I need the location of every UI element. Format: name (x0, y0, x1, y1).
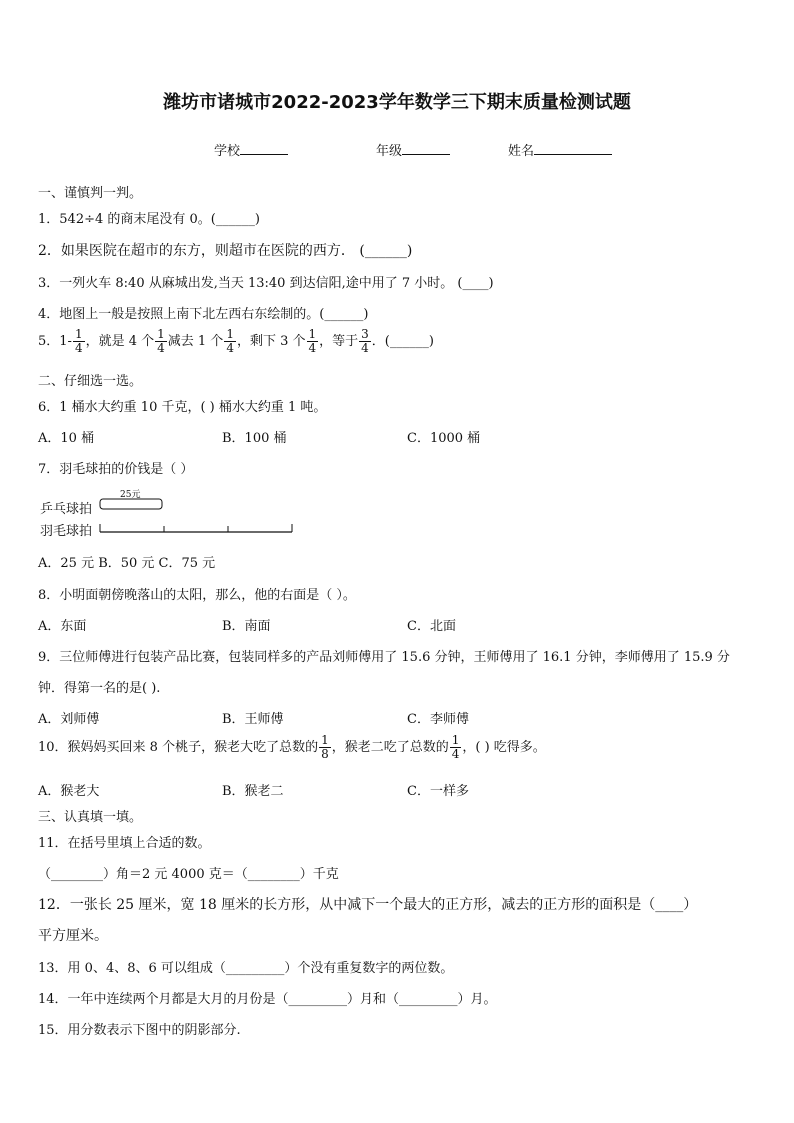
question-7: 7．羽毛球拍的价钱是（ ） (38, 462, 194, 477)
question-10: 10．猴妈妈买回来 8 个桃子，猴老大吃了总数的 $\frac{1}{8}$ ，猴老二吃了总数的 $\frac{1}{4}$ ，( ) 吃得多。 (38, 733, 546, 761)
question-12-line1: 12．一张长 25 厘米，宽 18 厘米的长方形，从中减下一个最大的正方形，减去的正方形的面积是（____） (38, 897, 698, 913)
question-1: 1．542÷4 的商末尾没有 0。(______) (38, 212, 260, 227)
q10-option-b[interactable]: B．猴老二 (222, 784, 284, 799)
q6-option-b[interactable]: B．100 桶 (222, 431, 287, 446)
q9-option-b[interactable]: B．王师傅 (222, 712, 284, 727)
question-13: 13．用 0、4、8、6 可以组成（_________）个没有重复数字的两位数。 (38, 961, 454, 976)
q6-option-c[interactable]: C．1000 桶 (407, 431, 481, 446)
section-2-heading: 二、仔细选一选。 (38, 374, 143, 389)
question-11: 11．在括号里填上合适的数。 (38, 836, 211, 851)
fraction-three-quarters: $\frac{3}{4}$ (361, 327, 369, 355)
question-6: 6．1 桶水大约重 10 千克，( ) 桶水大约重 1 吨。 (38, 400, 327, 415)
school-blank[interactable] (240, 142, 288, 155)
q10-option-c[interactable]: C．一样多 (407, 784, 469, 799)
q7-options[interactable]: A．25 元 B．50 元 C．75 元 (38, 556, 216, 571)
q9-option-a[interactable]: A．刘师傅 (38, 712, 100, 727)
question-9-line1: 9．三位师傅进行包装产品比赛，包装同样多的产品刘师傅用了 15.6 分钟，王师傅用了 16.1 分钟，李师傅用了 15.9 分 (38, 650, 730, 665)
question-15: 15．用分数表示下图中的阴影部分. (38, 1023, 241, 1038)
q10-option-a[interactable]: A．猴老大 (38, 784, 100, 799)
section-1-heading: 一、谨慎判一判。 (38, 186, 143, 201)
fraction-one-quarter: $\frac{1}{4}$ (451, 733, 460, 761)
question-12-line2: 平方厘米。 (38, 928, 108, 944)
fraction-one-quarter: $\frac{1}{4}$ (157, 327, 165, 355)
q8-option-c[interactable]: C．北面 (407, 619, 456, 634)
fraction-one-quarter: $\frac{1}{4}$ (226, 327, 234, 355)
question-8: 8．小明面朝傍晚落山的太阳，那么，他的右面是（ ）。 (38, 588, 356, 603)
fraction-one-eighth: $\frac{1}{8}$ (321, 733, 329, 761)
name-field[interactable]: 姓名 (508, 140, 612, 159)
q8-option-a[interactable]: A．东面 (38, 619, 87, 634)
school-field[interactable]: 学校 (214, 140, 288, 159)
fraction-one-quarter: $\frac{1}{4}$ (308, 327, 317, 355)
grade-field[interactable]: 年级 (376, 140, 450, 159)
label-pingpong: 乒乓球拍 (40, 502, 93, 517)
fraction-one-quarter: $\frac{1}{4}$ (74, 327, 83, 355)
q9-option-c[interactable]: C．李师傅 (407, 712, 469, 727)
question-2: 2．如果医院在超市的东方，则超市在医院的西方． (______) (38, 243, 413, 259)
name-blank[interactable] (534, 142, 612, 155)
question-9-line2: 钟．得第一名的是( ). (38, 681, 161, 696)
question-11-blanks[interactable]: （________）角＝2 元 4000 克＝（________）千克 (38, 867, 339, 882)
price-label: 25元 (120, 490, 141, 500)
q8-option-b[interactable]: B．南面 (222, 619, 271, 634)
question-14: 14．一年中连续两个月都是大月的月份是（_________）月和（_________）月。 (38, 992, 497, 1007)
label-badminton: 羽毛球拍 (40, 524, 93, 539)
question-3: 3．一列火车 8:40 从麻城出发,当天 13:40 到达信阳,途中用了 7 小时。 (____) (38, 276, 494, 291)
page-title: 潍坊市诸城市2022-2023学年数学三下期末质量检测试题 (163, 92, 631, 113)
question-4: 4．地图上一般是按照上南下北左西右东绘制的。(______) (38, 307, 369, 322)
grade-blank[interactable] (402, 142, 450, 155)
section-3-heading: 三、认真填一填。 (38, 810, 143, 825)
q6-option-a[interactable]: A．10 桶 (38, 431, 95, 446)
price-bar-diagram (40, 488, 310, 540)
question-5: 5．1- $\frac{1}{4}$ ，就是 4 个 $\frac{1}{4}$ 减去 1 个 $\frac{1}{4}$ ，剩下 3 个 $\frac{1}{4}$ ，等于 $\frac{3}{4}$ ．(______) (38, 327, 434, 355)
bar-graphic (40, 488, 310, 540)
